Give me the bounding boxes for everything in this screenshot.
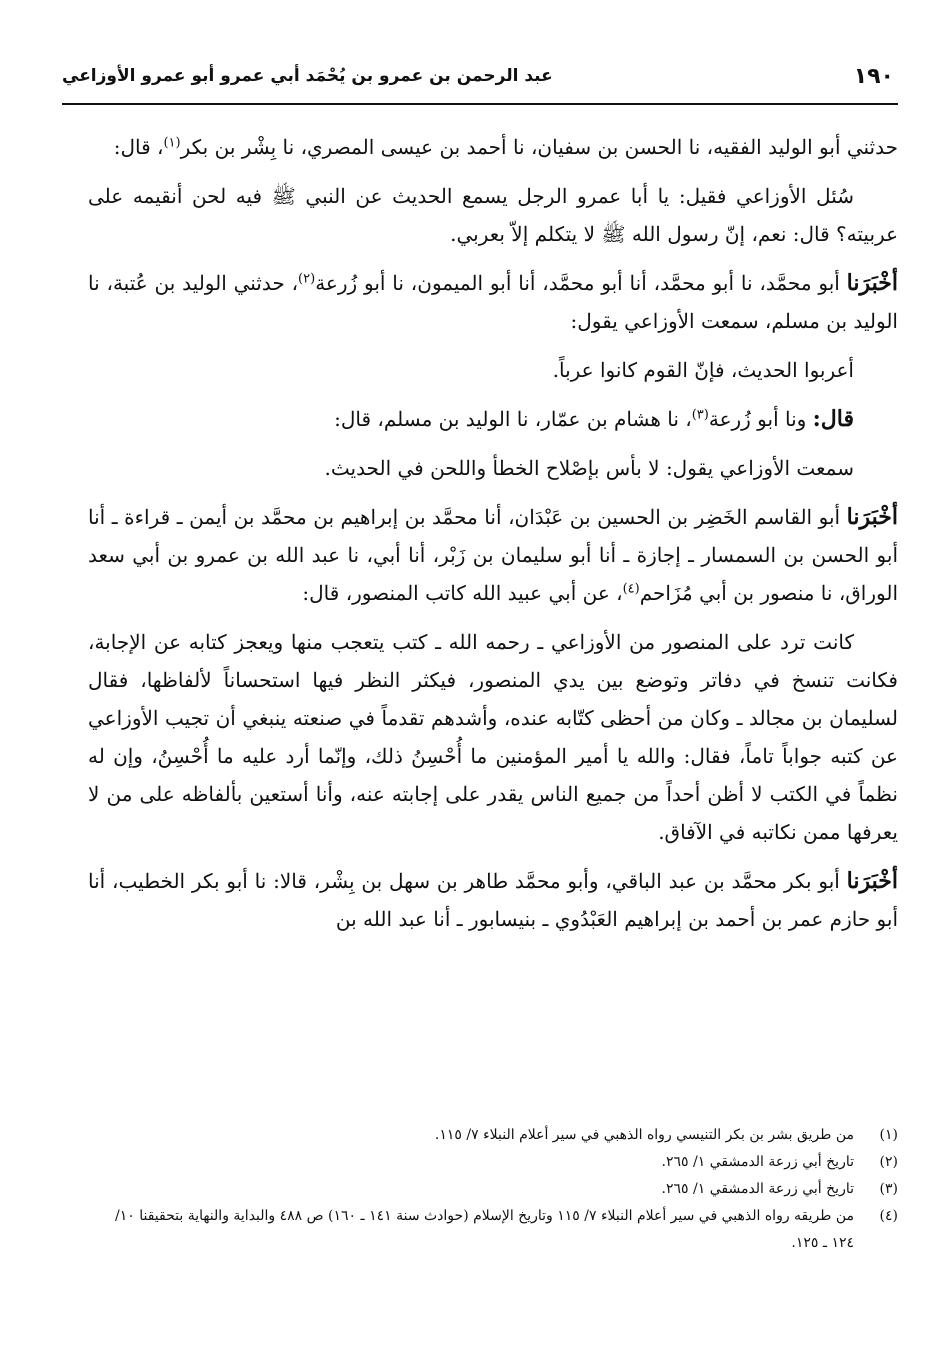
footnote-ref: (٣) <box>691 407 709 423</box>
footnote-text: تاريخ أبي زرعة الدمشقي ١/ ٢٦٥. <box>661 1181 854 1197</box>
footnote <box>88 1149 898 1176</box>
paragraph-text: أبو محمَّد، نا أبو محمَّد، أنا أبو محمَّد، أنا أبو الميمون، نا أبو زُرعة <box>315 271 847 295</box>
paragraph <box>88 449 898 487</box>
paragraph-tail: ، نا هشام بن عمّار، نا الوليد بن مسلم، قال: <box>334 407 692 431</box>
paragraph-tail: ، حدثني الوليد بن عُتبة، نا الوليد بن مسلم، سمعت الأوزاعي يقول: <box>88 271 898 333</box>
paragraph-tail: ، قال: <box>113 135 164 159</box>
paragraph-text: أبو القاسم الخَضِر بن الحسين بن عَبْدَان، أنا محمَّد بن إبراهيم بن محمَّد بن أيمن ـ قراءة ـ أنا أبو الحسن بن السمسار ـ إجازة ـ أنا أبو سليمان بن زَبْر، أنا أبي، نا عبد الله بن عمرو بن أبي سعد الوراق، نا منصور بن أبي مُزَاحم <box>88 505 898 605</box>
paragraph-text: حدثني أبو الوليد الفقيه، نا الحسن بن سفيان، نا أحمد بن عيسى المصري، نا بِشْر بن بكر <box>180 135 898 159</box>
footnote-number: (٤) <box>879 1208 898 1224</box>
paragraph-text: أعربوا الحديث، فإنّ القوم كانوا عرباً. <box>552 358 854 382</box>
paragraph <box>88 264 898 340</box>
footnote <box>88 1203 898 1257</box>
footnote-ref: (٤) <box>622 581 640 597</box>
paragraph-text: سُئل الأوزاعي فقيل: يا أبا عمرو الرجل يسمع الحديث عن النبي ﷺ فيه لحن أنقيمه على عربيته؟ قال: نعم، إنّ رسول الله ﷺ لا يتكلم إلاّ بعربي. <box>88 184 898 246</box>
paragraph-tail: ، عن أبي عبيد الله كاتب المنصور، قال: <box>302 581 623 605</box>
paragraph <box>88 498 898 612</box>
paragraph-text: ونا أبو زُرعة <box>708 407 813 431</box>
paragraph <box>88 400 898 438</box>
lead-word: أخْبَرَنا <box>846 270 898 296</box>
paragraph-text: كانت ترد على المنصور من الأوزاعي ـ رحمه الله ـ كتب يتعجب منها ويعجز كتابه عن الإجابة، فكانت تنسخ في دفاتر وتوضع بين يدي المنصور، فيكثر النظر فيها استحساناً لألفاظها، فقال لسليمان بن مجالد ـ وكان من أحظى كتّابه عنده، وأشدهم تقدماً في صنعته ينبغي أن تجيب الأوزاعي عن كتبه جواباً تاماً، فقال: والله يا أمير المؤمنين ما أُحْسِنُ ذلك، وإنّما أرد عليه ما أُحْسِنُ، وإن له نظماً في الكتب لا أظن أحداً من جميع الناس يقدر على إجابته عنه، وأنا أستعين بألفاظه على من لا يعرفها ممن نكاتبه في الآفاق. <box>88 630 898 844</box>
page-number: ١٩٠ <box>853 64 894 89</box>
main-text <box>88 128 898 949</box>
footnote <box>88 1122 898 1149</box>
paragraph <box>88 351 898 389</box>
paragraph-text: أبو بكر محمَّد بن عبد الباقي، وأبو محمَّد طاهر بن سهل بن بِشْر، قالا: نا أبو بكر الخطيب، أنا أبو حازم عمر بن أحمد بن إبراهيم العَبْدُوي ـ بنيسابور ـ أنا عبد الله بن <box>88 869 898 931</box>
footnote-ref: (٢) <box>298 271 316 287</box>
footnote <box>88 1176 898 1203</box>
footnote-text: تاريخ أبي زرعة الدمشقي ١/ ٢٦٥. <box>661 1154 854 1170</box>
page-header <box>62 62 898 104</box>
header-rule <box>62 103 898 105</box>
paragraph <box>88 623 898 851</box>
footnote-ref: (١) <box>163 135 181 151</box>
paragraph <box>88 128 898 166</box>
footnote-text: من طريقه رواه الذهبي في سير أعلام النبلاء ٧/ ١١٥ وتاريخ الإسلام (حوادث سنة ١٤١ ـ ١٦٠) ص ٤٨٨ والبداية والنهاية بتحقيقنا ١٠/ ١٢٤ ـ ١٢٥. <box>114 1208 854 1251</box>
paragraph-text: سمعت الأوزاعي يقول: لا بأس بإصْلاح الخطأ واللحن في الحديث. <box>324 456 854 480</box>
running-title: عبد الرحمن بن عمرو بن يُحْمَد أبي عمرو أبو عمرو الأوزاعي <box>62 66 553 86</box>
paragraph <box>88 862 898 938</box>
paragraph <box>88 177 898 253</box>
footnote-number: (٣) <box>879 1181 898 1197</box>
footnote-number: (١) <box>879 1127 898 1143</box>
footnote-number: (٢) <box>879 1154 898 1170</box>
footnotes <box>88 1122 898 1257</box>
footnote-text: من طريق بشر بن بكر التنيسي رواه الذهبي في سير أعلام النبلاء ٧/ ١١٥. <box>434 1127 854 1143</box>
lead-word: أخْبَرَنا <box>846 504 898 530</box>
lead-word: قال: <box>812 406 854 432</box>
lead-word: أخْبَرَنا <box>846 868 898 894</box>
